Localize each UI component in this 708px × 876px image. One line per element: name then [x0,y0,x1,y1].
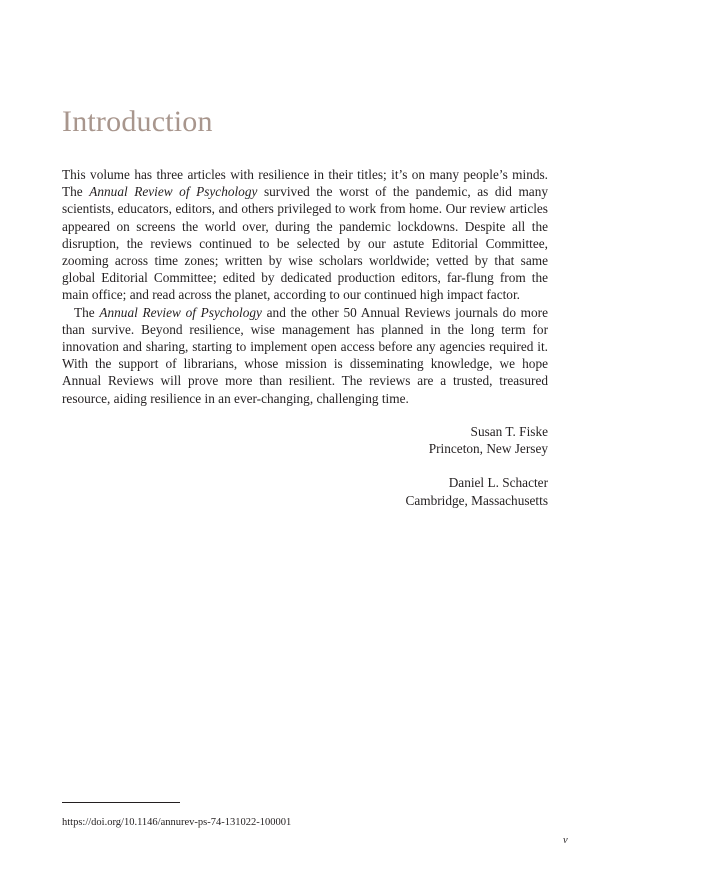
signature-fiske [405,423,548,457]
signature-location: Princeton, New Jersey [428,441,548,457]
paragraph-1 [62,166,548,304]
paragraph-2-text-end: and the other 50 Annual Reviews journals do more than survive. Beyond resilience, wise management has planned in the long term for innovation and sharing, starting to implement open access before any agencies required it. With the support of librarians, whose mission is disseminating knowledge, we hope Annual Reviews will prove more than resilient. The reviews are a trusted, treasured resource, aiding resilience in an ever-changing, challenging time. [62,304,548,406]
paragraph-2-text-start: The [74,304,100,320]
signature-schacter [405,474,548,508]
footnote-divider [62,802,180,803]
signature-name: Daniel L. Schacter [448,475,548,491]
doi-link[interactable]: https://doi.org/10.1146/annurev-ps-74-131022-100001 [62,817,292,828]
paragraph-2 [62,304,548,407]
signatures [405,423,548,526]
journal-title-italic: Annual Review of Psychology [89,184,258,200]
signature-name: Susan T. Fiske [470,424,548,439]
paragraph-1-text-start: This volume has three articles with resilience in their titles; it’s on many people’s minds. The [62,167,548,200]
article-body [62,166,548,407]
journal-title-italic: Annual Review of Psychology [99,304,262,320]
signature-location: Cambridge, Massachusetts [405,492,548,508]
page-title: Introduction [62,105,213,138]
paragraph-1-text-end: survived the worst of the pandemic, as did many scientists, educators, editors, and others privileged to work from home. Our review articles appeared on screens the world over, during the pandemic lockdowns. Despite all the disruption, the reviews continued to be selected by our astute Editorial Committee, zooming across time zones; written by wise scholars worldwide; vetted by that same global Editorial Committee; edited by dedicated production editors, far-flung from the main office; and read across the planet, according to our continued high impact factor. [62,184,548,303]
page-number: v [563,835,568,846]
